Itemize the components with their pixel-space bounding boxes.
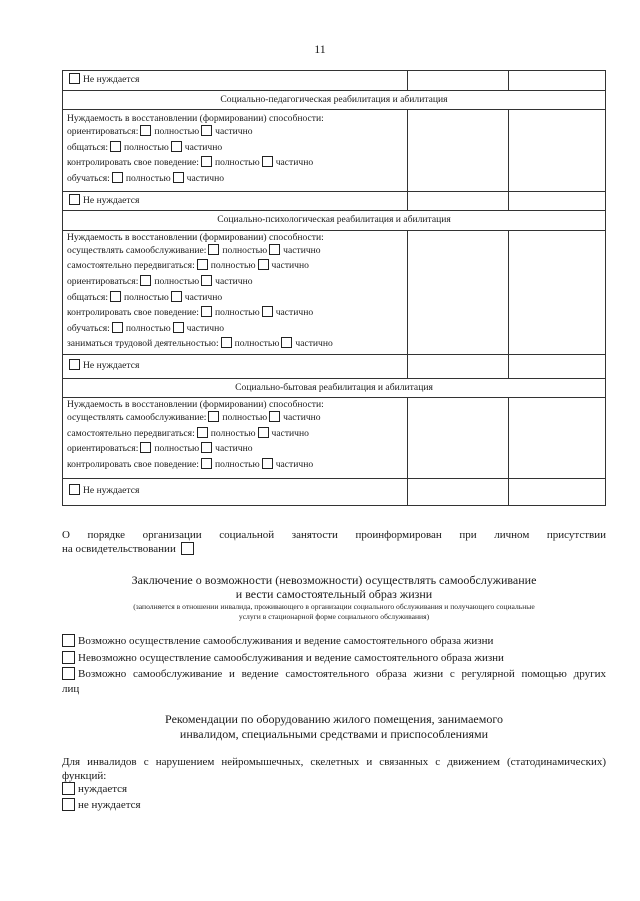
ability-label: осуществлять самообслуживание: bbox=[67, 412, 207, 424]
option-label: полностью bbox=[154, 443, 200, 455]
list-item bbox=[67, 441, 403, 457]
conclusion-note-2: услуги в стационарной форме социального обслуживания) bbox=[238, 612, 430, 621]
conclusion-note: (заполняется в отношении инвалида, проживающего в организации социального обслуживания и получающего социальные bbox=[133, 602, 535, 611]
ability-label: ориентироваться: bbox=[67, 443, 139, 455]
conclusion-option bbox=[62, 634, 606, 649]
empty-cell bbox=[408, 110, 509, 191]
ability-label: ориентироваться: bbox=[67, 275, 139, 287]
checkbox[interactable] bbox=[173, 322, 184, 333]
ability-label: обучаться: bbox=[67, 172, 110, 184]
list-item bbox=[67, 155, 403, 171]
option-label: частично bbox=[275, 458, 314, 470]
checkbox[interactable] bbox=[201, 306, 212, 317]
list-item bbox=[67, 258, 403, 274]
conclusion-option bbox=[62, 651, 606, 666]
option-label: частично bbox=[295, 338, 333, 350]
checkbox[interactable] bbox=[140, 442, 151, 453]
option-label: полностью bbox=[210, 260, 256, 272]
option-label: нуждается bbox=[78, 783, 128, 795]
list-item bbox=[67, 140, 403, 156]
checkbox[interactable] bbox=[69, 194, 80, 205]
checkbox[interactable] bbox=[62, 667, 75, 680]
section-header-row bbox=[63, 90, 606, 110]
checkbox[interactable] bbox=[171, 291, 182, 302]
checkbox[interactable] bbox=[69, 484, 80, 495]
not-needed-label: Не нуждается bbox=[83, 359, 140, 371]
ability-label: общаться: bbox=[67, 141, 108, 153]
abilities-cell bbox=[63, 230, 408, 354]
list-item bbox=[67, 410, 403, 426]
page-number: 11 bbox=[314, 42, 326, 56]
not-needed-label: Не нуждается bbox=[83, 485, 140, 497]
recommend-option bbox=[62, 782, 606, 797]
checkbox[interactable] bbox=[140, 125, 151, 136]
empty-cell bbox=[408, 354, 509, 378]
option-label: частично bbox=[215, 443, 253, 455]
checkbox[interactable] bbox=[173, 172, 184, 183]
not-needed-cell bbox=[63, 354, 408, 378]
option-label: полностью bbox=[214, 307, 260, 319]
checkbox[interactable] bbox=[110, 141, 121, 152]
checkbox[interactable] bbox=[262, 306, 273, 317]
ability-label: контролировать свое поведение: bbox=[67, 157, 199, 169]
ability-label: осуществлять самообслуживание: bbox=[67, 244, 207, 256]
option-label: полностью bbox=[123, 291, 169, 303]
recommend-title: Рекомендации по оборудованию жилого помещения, занимаемого bbox=[165, 712, 503, 726]
checkbox[interactable] bbox=[208, 244, 219, 255]
checkbox[interactable] bbox=[197, 427, 208, 438]
checkbox[interactable] bbox=[69, 73, 80, 84]
informed-line: О порядке организации социальной занятости проинформирован при личном присутствии bbox=[62, 529, 606, 541]
option-label: полностью bbox=[210, 427, 256, 439]
ability-label: контролировать свое поведение: bbox=[67, 458, 199, 470]
empty-cell bbox=[509, 230, 606, 354]
option-label: частично bbox=[215, 126, 253, 138]
option-label: полностью bbox=[125, 322, 171, 334]
checkbox[interactable] bbox=[258, 427, 269, 438]
checkbox[interactable] bbox=[62, 651, 75, 664]
option-label: полностью bbox=[154, 126, 200, 138]
section-header-row bbox=[63, 211, 606, 231]
checkbox[interactable] bbox=[258, 259, 269, 270]
ability-label: обучаться: bbox=[67, 322, 110, 334]
option-label: не нуждается bbox=[78, 799, 141, 811]
recommend-text: Для инвалидов с нарушением нейромышечных, скелетных и связанных с движением (статодинамических) bbox=[62, 756, 606, 768]
list-item bbox=[67, 124, 403, 140]
list-item bbox=[67, 305, 403, 321]
list-item bbox=[67, 274, 403, 290]
checkbox[interactable] bbox=[197, 259, 208, 270]
checkbox[interactable] bbox=[140, 275, 151, 286]
option-label: Возможно самообслуживание и ведение самостоятельного образа жизни с регулярной помощью других bbox=[78, 668, 606, 680]
checkbox[interactable] bbox=[281, 337, 292, 348]
empty-cell bbox=[509, 191, 606, 211]
list-item bbox=[67, 321, 403, 337]
empty-cell bbox=[408, 479, 509, 506]
table-row bbox=[63, 479, 606, 506]
list-item bbox=[67, 336, 403, 352]
list-item bbox=[67, 243, 403, 259]
checkbox[interactable] bbox=[69, 359, 80, 370]
empty-cell bbox=[408, 71, 509, 91]
option-label: частично bbox=[215, 275, 253, 287]
option-label: Возможно осуществление самообслуживания и ведение самостоятельного образа жизни bbox=[78, 635, 494, 647]
checkbox[interactable] bbox=[112, 172, 123, 183]
option-label: полностью bbox=[154, 275, 200, 287]
ability-label: заниматься трудовой деятельностью: bbox=[67, 338, 219, 350]
abilities-heading: Нуждаемость в восстановлении (формировании) способности: bbox=[67, 113, 324, 125]
informed-text: на освидетельствовании bbox=[62, 543, 176, 555]
abilities-cell bbox=[63, 110, 408, 191]
empty-cell bbox=[509, 71, 606, 91]
checkbox[interactable] bbox=[262, 458, 273, 469]
ability-label: общаться: bbox=[67, 291, 108, 303]
empty-cell bbox=[408, 230, 509, 354]
not-needed-cell bbox=[63, 479, 408, 506]
ability-label: ориентироваться: bbox=[67, 126, 139, 138]
checkbox[interactable] bbox=[112, 322, 123, 333]
rehabilitation-form-table bbox=[62, 70, 606, 506]
not-needed-cell bbox=[63, 191, 408, 211]
checkbox[interactable] bbox=[201, 458, 212, 469]
checkbox[interactable] bbox=[201, 125, 212, 136]
checkbox[interactable] bbox=[201, 275, 212, 286]
not-needed-label: Не нуждается bbox=[83, 74, 140, 85]
option-label: полностью bbox=[214, 157, 260, 169]
option-label: Невозможно осуществление самообслуживания и ведение самостоятельного образа жизни bbox=[78, 652, 504, 664]
option-label: частично bbox=[275, 307, 314, 319]
conclusion-title-2: и вести самостоятельный образ жизни bbox=[235, 587, 433, 601]
empty-cell bbox=[509, 110, 606, 191]
option-label: полностью bbox=[214, 458, 260, 470]
conclusion-option bbox=[62, 667, 606, 682]
ability-label: самостоятельно передвигаться: bbox=[67, 260, 195, 272]
option-label: частично bbox=[184, 141, 223, 153]
option-label: полностью bbox=[234, 338, 280, 350]
table-row bbox=[63, 230, 606, 354]
checkbox[interactable] bbox=[62, 782, 75, 795]
checkbox[interactable] bbox=[62, 634, 75, 647]
checkbox[interactable] bbox=[262, 156, 273, 167]
abilities-cell bbox=[63, 398, 408, 479]
checkbox[interactable] bbox=[201, 156, 212, 167]
empty-cell bbox=[509, 479, 606, 506]
empty-cell bbox=[408, 191, 509, 211]
conclusion-title: Заключение о возможности (невозможности) осуществлять самообслуживание bbox=[131, 573, 537, 587]
checkbox[interactable] bbox=[201, 442, 212, 453]
option-label: полностью bbox=[125, 172, 171, 184]
checkbox[interactable] bbox=[221, 337, 232, 348]
not-needed-label: Не нуждается bbox=[83, 194, 140, 206]
checkbox[interactable] bbox=[62, 798, 75, 811]
recommend-option bbox=[62, 798, 606, 813]
option-label: частично bbox=[283, 244, 321, 256]
abilities-heading: Нуждаемость в восстановлении (формировании) способности: bbox=[67, 399, 324, 411]
section-title-socpsy: Социально-психологическая реабилитация и абилитация bbox=[63, 211, 606, 231]
empty-cell bbox=[408, 398, 509, 479]
checkbox[interactable] bbox=[171, 141, 182, 152]
not-needed-cell bbox=[63, 71, 408, 91]
option-label: частично bbox=[275, 157, 314, 169]
empty-cell bbox=[509, 398, 606, 479]
table-row bbox=[63, 71, 606, 91]
recommend-title-2: инвалидом, специальными средствами и приспособлениями bbox=[179, 727, 489, 741]
list-item bbox=[67, 457, 403, 473]
section-title-socped: Социально-педагогическая реабилитация и абилитация bbox=[63, 90, 606, 110]
option-label: частично bbox=[186, 172, 225, 184]
table-row bbox=[63, 398, 606, 479]
checkbox[interactable] bbox=[181, 542, 194, 555]
table-row bbox=[63, 354, 606, 378]
checkbox[interactable] bbox=[110, 291, 121, 302]
table-row bbox=[63, 191, 606, 211]
ability-label: контролировать свое поведение: bbox=[67, 307, 199, 319]
checkbox[interactable] bbox=[269, 244, 280, 255]
section-title-socbyt: Социально-бытовая реабилитация и абилитация bbox=[63, 378, 606, 398]
option-label: полностью bbox=[222, 412, 268, 424]
option-label: частично bbox=[186, 322, 225, 334]
option-label: частично bbox=[271, 427, 309, 439]
option-label: частично bbox=[184, 291, 223, 303]
conclusion-option-cont: лиц bbox=[62, 683, 80, 695]
list-item bbox=[67, 426, 403, 442]
abilities-heading: Нуждаемость в восстановлении (формировании) способности: bbox=[67, 231, 324, 243]
ability-label: самостоятельно передвигаться: bbox=[67, 427, 195, 439]
option-label: частично bbox=[271, 260, 309, 272]
option-label: частично bbox=[283, 412, 321, 424]
checkbox[interactable] bbox=[208, 411, 219, 422]
empty-cell bbox=[509, 354, 606, 378]
informed-line-2 bbox=[62, 542, 606, 557]
list-item bbox=[67, 290, 403, 306]
option-label: полностью bbox=[123, 141, 169, 153]
option-label: полностью bbox=[222, 244, 268, 256]
table-row bbox=[63, 110, 606, 191]
checkbox[interactable] bbox=[269, 411, 280, 422]
list-item bbox=[67, 171, 403, 187]
recommend-text-2: функций: bbox=[62, 770, 107, 782]
section-header-row bbox=[63, 378, 606, 398]
